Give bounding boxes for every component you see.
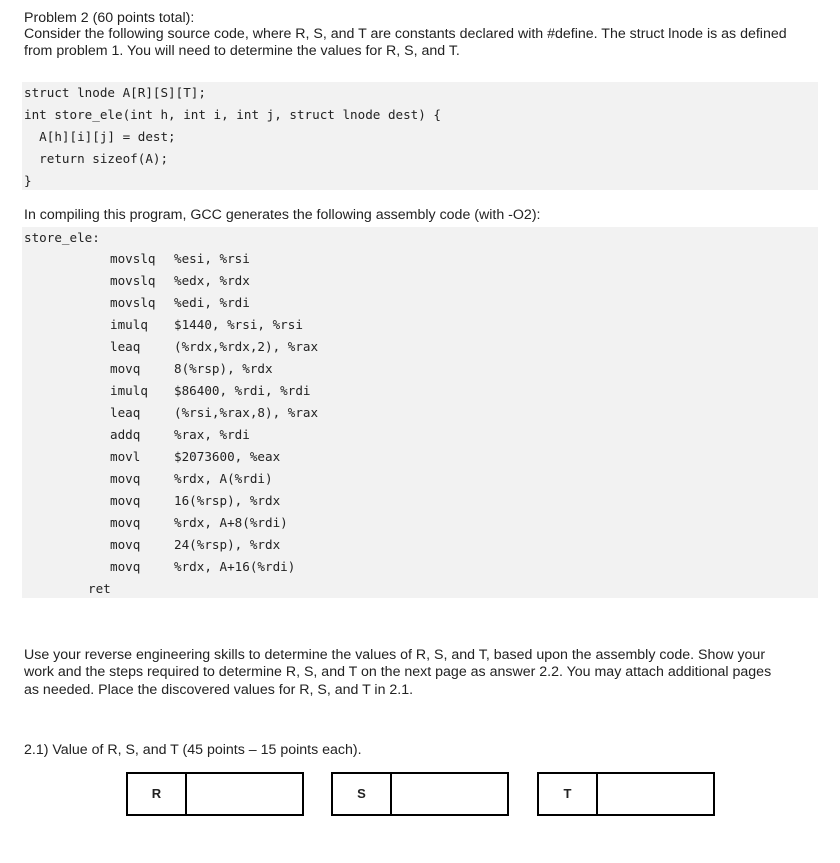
answer-field-t[interactable] (598, 774, 713, 814)
operands: %esi, %rsi (174, 251, 250, 266)
opcode: movq (110, 493, 141, 508)
operands: (%rdx,%rdx,2), %rax (174, 339, 319, 354)
opcode: movslq (110, 295, 156, 310)
opcode: movq (110, 471, 141, 486)
source-line: A[h][i][j] = dest; (24, 129, 176, 144)
answer-label-s: S (333, 774, 392, 814)
source-line: } (24, 173, 32, 188)
opcode: movq (110, 361, 141, 376)
source-line: struct lnode A[R][S][T]; (24, 85, 206, 100)
opcode: ret (88, 581, 111, 596)
operands: 16(%rsp), %rdx (174, 493, 281, 508)
opcode: leaq (110, 405, 141, 420)
opcode: addq (110, 427, 141, 442)
operands: %edi, %rdi (174, 295, 250, 310)
operands: %rdx, A+16(%rdi) (174, 559, 296, 574)
operands: (%rsi,%rax,8), %rax (174, 405, 319, 420)
answer-box-s (331, 772, 509, 816)
answer-box-t (537, 772, 715, 816)
opcode: movl (110, 449, 141, 464)
assembly-intro: In compiling this program, GCC generates the following assembly code (with -O2): (24, 207, 541, 223)
problem-heading: Problem 2 (60 points total): (24, 10, 195, 26)
operands: %rdx, A+8(%rdi) (174, 515, 288, 530)
operands: 24(%rsp), %rdx (174, 537, 281, 552)
opcode: imulq (110, 383, 148, 398)
answer-section-title: 2.1) Value of R, S, and T (45 points – 15 points each). (24, 742, 362, 758)
opcode: movq (110, 559, 141, 574)
operands: 8(%rsp), %rdx (174, 361, 273, 376)
operands: %rdx, A(%rdi) (174, 471, 273, 486)
answer-field-s[interactable] (392, 774, 507, 814)
operands: %edx, %rdx (174, 273, 250, 288)
source-code-block (22, 82, 818, 190)
operands: $1440, %rsi, %rsi (174, 317, 303, 332)
answer-label-t: T (539, 774, 598, 814)
opcode: movq (110, 515, 141, 530)
answer-box-r (126, 772, 304, 816)
opcode: movslq (110, 251, 156, 266)
assembly-code-block (22, 227, 818, 598)
assembly-label: store_ele: (24, 230, 100, 245)
instructions-line-3: as needed. Place the discovered values for R, S, and T in 2.1. (24, 682, 414, 698)
problem-intro-line-2: from problem 1. You will need to determine the values for R, S, and T. (24, 43, 460, 59)
operands: $86400, %rdi, %rdi (174, 383, 311, 398)
opcode: imulq (110, 317, 148, 332)
opcode: movq (110, 537, 141, 552)
opcode: movslq (110, 273, 156, 288)
opcode: leaq (110, 339, 141, 354)
answer-label-r: R (128, 774, 187, 814)
operands: $2073600, %eax (174, 449, 281, 464)
instructions-line-1: Use your reverse engineering skills to determine the values of R, S, and T, based upon the assembly code. Show your (24, 647, 766, 663)
operands: %rax, %rdi (174, 427, 250, 442)
answer-field-r[interactable] (187, 774, 302, 814)
instructions-line-2: work and the steps required to determine R, S, and T on the next page as answer 2.2. You may attach additional pages (24, 664, 772, 680)
problem-intro-line-1: Consider the following source code, where R, S, and T are constants declared with #define. The struct lnode is as defined (24, 26, 787, 42)
source-line: int store_ele(int h, int i, int j, struct lnode dest) { (24, 107, 442, 122)
source-line: return sizeof(A); (24, 151, 169, 166)
